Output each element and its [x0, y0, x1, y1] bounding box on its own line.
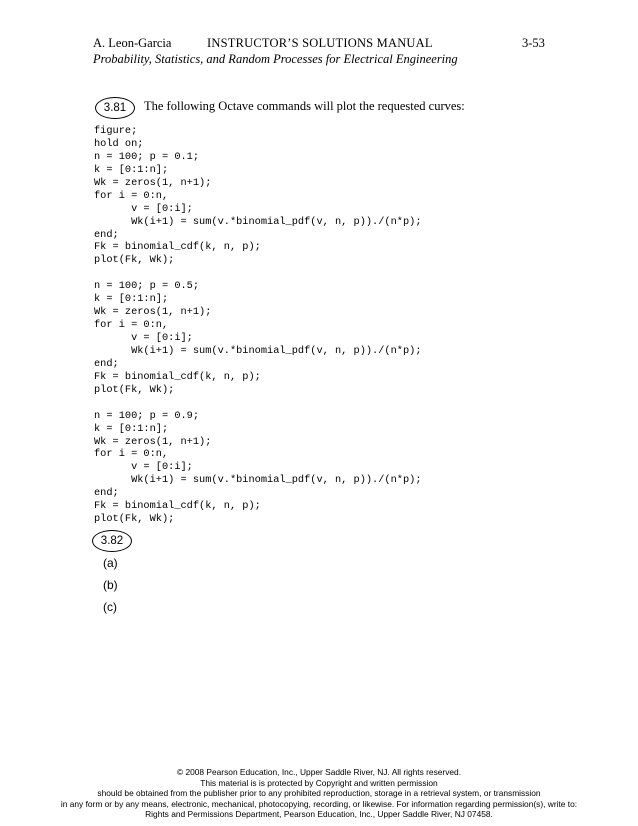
code-line: Wk(i+1) = sum(v.*binomial_pdf(v, n, p))./(n*p); [94, 215, 422, 228]
code-line: Fk = binomial_cdf(k, n, p); [94, 500, 261, 513]
header-subtitle: Probability, Statistics, and Random Processes for Electrical Engineering [93, 52, 458, 66]
code-line: n = 100; p = 0.5; [94, 280, 200, 293]
code-line: v = [0:i]; [94, 461, 193, 474]
code-line: n = 100; p = 0.9; [94, 409, 200, 422]
footer-line: should be obtained from the publisher prior to any prohibited reproduction, storage in a retrieval system, or transmission [97, 788, 541, 798]
footer-line: in any form or by any means, electronic, mechanical, photocopying, recording, or likewise. For information regarding permission(s), write to: [60, 798, 578, 809]
part-label-b: (b) [103, 578, 118, 592]
code-line: plot(Fk, Wk); [94, 513, 175, 526]
code-line: Fk = binomial_cdf(k, n, p); [94, 370, 261, 383]
code-line: Wk(i+1) = sum(v.*binomial_pdf(v, n, p))./(n*p); [94, 474, 422, 487]
problem-number-badge: 3.82 [92, 530, 132, 552]
header-page-number: 3-53 [522, 36, 545, 50]
code-line: plot(Fk, Wk); [94, 254, 175, 267]
code-line: for i = 0:n, [94, 189, 169, 202]
footer-line: This material is is protected by Copyright and written permission [200, 777, 438, 788]
problem-number-badge: 3.81 [95, 97, 135, 119]
copyright-footer [0, 767, 638, 820]
part-label-a: (a) [103, 556, 118, 570]
code-line: Wk(i+1) = sum(v.*binomial_pdf(v, n, p))./(n*p); [94, 344, 422, 357]
code-line: hold on; [94, 137, 144, 150]
footer-line: Rights and Permissions Department, Pearson Education, Inc., Upper Saddle River, NJ 07458. [145, 809, 493, 819]
code-line: k = [0:1:n]; [94, 422, 169, 435]
code-line: Wk = zeros(1, n+1); [94, 176, 212, 189]
code-line: Wk = zeros(1, n+1); [94, 306, 212, 319]
code-line: for i = 0:n, [94, 319, 169, 332]
code-line: v = [0:i]; [94, 332, 193, 344]
header-author: A. Leon-Garcia [93, 36, 172, 50]
code-line: end; [94, 228, 119, 241]
code-line: plot(Fk, Wk); [94, 383, 175, 396]
problem-intro-text: The following Octave commands will plot the requested curves: [144, 99, 465, 113]
code-line: v = [0:i]; [94, 202, 193, 215]
code-line [94, 267, 422, 280]
code-line: k = [0:1:n]; [94, 163, 169, 176]
code-line: end; [94, 487, 119, 500]
code-line: n = 100; p = 0.1; [94, 150, 200, 163]
code-line: Fk = binomial_cdf(k, n, p); [94, 241, 261, 254]
code-line: figure; [94, 125, 138, 137]
code-line: for i = 0:n, [94, 448, 169, 461]
part-label-c: (c) [103, 600, 117, 614]
code-line: k = [0:1:n]; [94, 293, 169, 306]
code-line: Wk = zeros(1, n+1); [94, 435, 212, 448]
footer-line: © 2008 Pearson Education, Inc., Upper Saddle River, NJ. All rights reserved. [176, 767, 462, 777]
code-block [94, 125, 422, 526]
header-title: INSTRUCTOR’S SOLUTIONS MANUAL [207, 36, 433, 50]
code-line: end; [94, 357, 119, 370]
code-line [94, 397, 422, 410]
